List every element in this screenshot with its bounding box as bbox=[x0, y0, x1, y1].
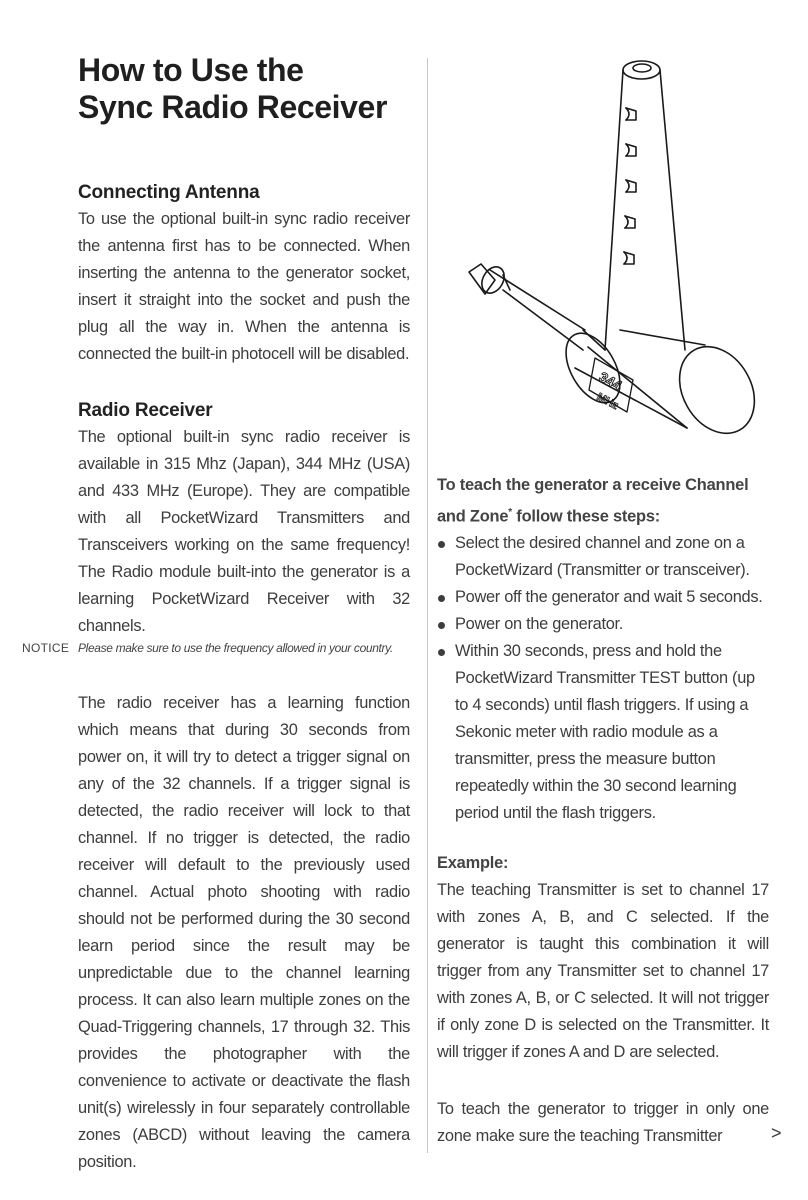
radio-receiver-section bbox=[78, 398, 410, 640]
teach-single-zone-section bbox=[437, 1096, 769, 1150]
connecting-antenna-heading: Connecting Antenna bbox=[78, 182, 260, 203]
bullet-icon bbox=[438, 541, 445, 548]
teaching-steps-section bbox=[437, 472, 769, 827]
notice-label: NOTICE bbox=[22, 641, 70, 655]
example-text: The teaching Transmitter is set to channel 17 with zones A, B, and C selected. If the generator is taught this combination it will trigger from any Transmitter set to channel 17 with zones A, B, or C selected. It will not trigger if only zone D is selected on the Transmitter. It will trigger if zones A and D are selected. bbox=[437, 881, 769, 1061]
antenna-label-344: 344 bbox=[596, 368, 625, 394]
teaching-steps-heading-line-1: To teach the generator a receive Channel bbox=[437, 476, 749, 494]
list-item bbox=[437, 611, 769, 638]
column-divider bbox=[427, 58, 428, 1153]
list-item-text: Within 30 seconds, press and hold the PocketWizard Transmitter TEST button (up to 4 seconds) until flash triggers. If using a Sekonic meter with radio module as a transmitter, press the measure button repeatedly within the 30 second learning period until the flash triggers. bbox=[455, 642, 755, 823]
teaching-steps-heading-line-2-rest: follow these steps: bbox=[511, 507, 661, 526]
teaching-steps-heading bbox=[437, 472, 769, 530]
teach-single-zone-text: To teach the generator to trigger in only one zone make sure the teaching Transmitter bbox=[437, 1100, 769, 1145]
notice-text: Please make sure to use the frequency allowed in your country. bbox=[78, 641, 393, 655]
teaching-steps-list bbox=[437, 530, 769, 827]
antenna-label-mhz: MHz bbox=[594, 391, 621, 413]
footnote-mark: * bbox=[508, 507, 512, 518]
radio-receiver-text: The optional built-in sync radio receiver is available in 315 Mhz (Japan), 344 MHz (USA) and 433 MHz (Europe). They are compatible with all PocketWizard Transmitters and Transceivers working on the same frequency! The Radio module built-into the generator is a learning PocketWizard Receiver with 32 channels. bbox=[78, 428, 410, 635]
page-title-line-2: Sync Radio Receiver bbox=[78, 89, 387, 125]
list-item bbox=[437, 584, 769, 611]
bullet-icon bbox=[438, 649, 445, 656]
list-item bbox=[437, 530, 769, 584]
page-title bbox=[78, 52, 418, 126]
page-title-line-1: How to Use the bbox=[78, 52, 304, 88]
example-section bbox=[437, 850, 769, 1066]
bullet-icon bbox=[438, 622, 445, 629]
list-item-text: Select the desired channel and zone on a PocketWizard (Transmitter or transceiver). bbox=[455, 534, 750, 580]
radio-receiver-heading: Radio Receiver bbox=[78, 400, 213, 421]
bullet-icon bbox=[438, 595, 445, 602]
example-heading: Example: bbox=[437, 854, 509, 872]
list-item bbox=[437, 638, 769, 827]
learning-function-text: The radio receiver has a learning function which means that during 30 seconds from power on, it will try to detect a trigger signal on any of the 32 channels. If a trigger signal is detected, the radio receiver will lock to that channel. If no trigger is detected, the radio receiver will default to the previously used channel. Actual photo shooting with radio should not be performed during the 30 second learn period since the result may be unpredictable due to the channel learning process. It can also learn multiple zones on the Quad-Triggering channels, 17 through 32. This provides the photographer with the convenience to activate or deactivate the flash unit(s) wirelessly in four separately controllable zones (ABCD) without leaving the camera position. bbox=[78, 694, 410, 1171]
continue-arrow-icon: > bbox=[771, 1123, 782, 1143]
connecting-antenna-section bbox=[78, 180, 410, 368]
antenna-illustration bbox=[455, 50, 785, 450]
connecting-antenna-text: To use the optional built-in sync radio receiver the antenna first has to be connected. When inserting the antenna to the generator socket, insert it straight into the socket and push the plug all the way in. When the antenna is connected the built-in photocell will be disabled. bbox=[78, 210, 410, 363]
teaching-steps-heading-line-2: and Zone bbox=[437, 507, 509, 526]
list-item-text: Power off the generator and wait 5 seconds. bbox=[455, 588, 763, 607]
learning-function-section bbox=[78, 690, 410, 1176]
list-item-text: Power on the generator. bbox=[455, 615, 624, 634]
